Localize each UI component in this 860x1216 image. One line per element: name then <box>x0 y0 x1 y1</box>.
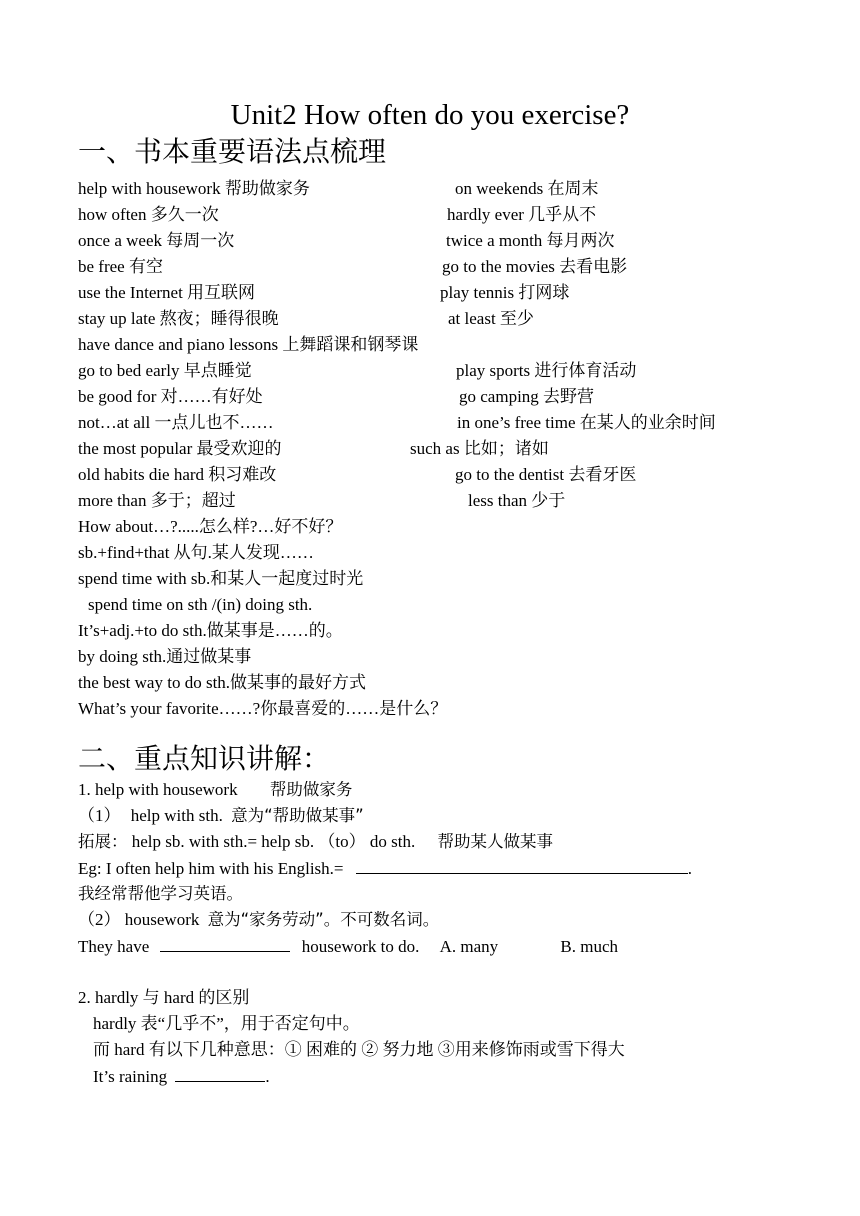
example-end: . <box>687 859 693 878</box>
item2-line2: 而 hard 有以下几种意思：① 困难的 ② 努力地 ③用来修饰雨或雪下得大 <box>93 1040 625 1059</box>
item1-title-cn: 帮助做家务 <box>269 780 353 799</box>
vocab-right: such as 比如；诸如 <box>410 439 549 458</box>
answer-blank[interactable] <box>160 935 290 952</box>
item1-sub2-cn: 意为“家务劳动”。不可数名词。 <box>207 910 440 929</box>
question-prefix: They have <box>78 937 150 956</box>
extension-en: help sb. with sth.= help sb. （to） do sth. <box>131 832 416 851</box>
vocab-left: help with housework 帮助做家务 <box>78 179 310 198</box>
item1-sub1-cn: 意为“帮助做某事” <box>231 806 364 825</box>
item1-sub2-en: housework <box>124 910 200 929</box>
vocab-line: spend time with sb.和某人一起度过时光 <box>78 569 364 588</box>
vocab-left: stay up late 熬夜；睡得很晚 <box>78 309 279 328</box>
item1-title <box>78 779 352 801</box>
extension-line <box>78 831 553 853</box>
vocab-left: how often 多久一次 <box>78 205 219 224</box>
option-b: B. much <box>560 937 619 956</box>
example-translation: 我经常帮他学习英语。 <box>78 884 243 903</box>
vocab-right: go camping 去野营 <box>459 387 595 406</box>
item1-sub1 <box>78 805 364 827</box>
vocab-right: on weekends 在周末 <box>455 179 599 198</box>
item1-sub1-num: （1） <box>78 806 121 825</box>
answer-blank[interactable] <box>175 1065 265 1082</box>
vocab-line: How about…?.....怎么样?…好不好？ <box>78 517 343 536</box>
item2-title: 2. hardly 与 hard 的区别 <box>78 988 250 1007</box>
item2-line1: hardly 表“几乎不”，用于否定句中。 <box>93 1014 360 1033</box>
question-suffix: housework to do. <box>301 937 420 956</box>
item1-title-en: 1. help with housework <box>78 780 238 799</box>
extension-cn: 帮助某人做某事 <box>437 832 553 851</box>
extension-label: 拓展： <box>78 832 128 851</box>
vocab-left: go to bed early 早点睡觉 <box>78 361 252 380</box>
vocab-line: sb.+find+that 从句.某人发现…… <box>78 543 314 562</box>
vocab-right: in one’s free time 在某人的业余时间 <box>457 413 716 432</box>
vocab-right: play sports 进行体育活动 <box>456 361 637 380</box>
section1-heading: 一、书本重要语法点梳理 <box>78 137 387 168</box>
vocab-line: by doing sth.通过做某事 <box>78 647 252 666</box>
vocab-right: at least 至少 <box>448 309 534 328</box>
vocab-left: have dance and piano lessons 上舞蹈课和钢琴课 <box>78 335 419 354</box>
vocab-right: hardly ever 几乎从不 <box>447 205 597 224</box>
section2-heading: 二、重点知识讲解： <box>78 744 331 775</box>
vocab-left: be free 有空 <box>78 257 163 276</box>
example-line <box>78 857 692 880</box>
vocab-line: spend time on sth /(in) doing sth. <box>88 595 313 614</box>
vocab-right: go to the movies 去看电影 <box>442 257 628 276</box>
option-a: A. many <box>439 937 499 956</box>
vocab-line: It’s+adj.+to do sth.做某事是……的。 <box>78 621 343 640</box>
vocab-right: twice a month 每月两次 <box>446 231 615 250</box>
question-line <box>78 935 618 958</box>
vocab-left: once a week 每周一次 <box>78 231 235 250</box>
vocab-right: go to the dentist 去看牙医 <box>455 465 637 484</box>
vocab-line: the best way to do sth.做某事的最好方式 <box>78 673 367 692</box>
vocab-right: less than 少于 <box>468 491 566 510</box>
example-text: Eg: I often help him with his English.= <box>78 859 344 878</box>
document-title: Unit2 How often do you exercise? <box>230 99 630 131</box>
vocab-left: old habits die hard 积习难改 <box>78 465 277 484</box>
vocab-line: What’s your favorite……?你最喜爱的……是什么？ <box>78 699 448 718</box>
item1-sub1-en: help with sth. <box>130 806 223 825</box>
item1-sub2 <box>78 909 439 931</box>
item1-sub2-num: （2） <box>78 910 121 929</box>
vocab-right: play tennis 打网球 <box>440 283 570 302</box>
item2-line3-suffix: . <box>265 1067 270 1086</box>
vocab-left: the most popular 最受欢迎的 <box>78 439 282 458</box>
vocab-left: use the Internet 用互联网 <box>78 283 256 302</box>
vocab-left: not…at all 一点儿也不…… <box>78 413 274 432</box>
answer-blank[interactable] <box>356 857 688 874</box>
vocab-left: more than 多于；超过 <box>78 491 236 510</box>
item2-line3-prefix: It’s raining <box>93 1067 168 1086</box>
item2-line3 <box>93 1065 270 1088</box>
vocab-left: be good for 对……有好处 <box>78 387 263 406</box>
